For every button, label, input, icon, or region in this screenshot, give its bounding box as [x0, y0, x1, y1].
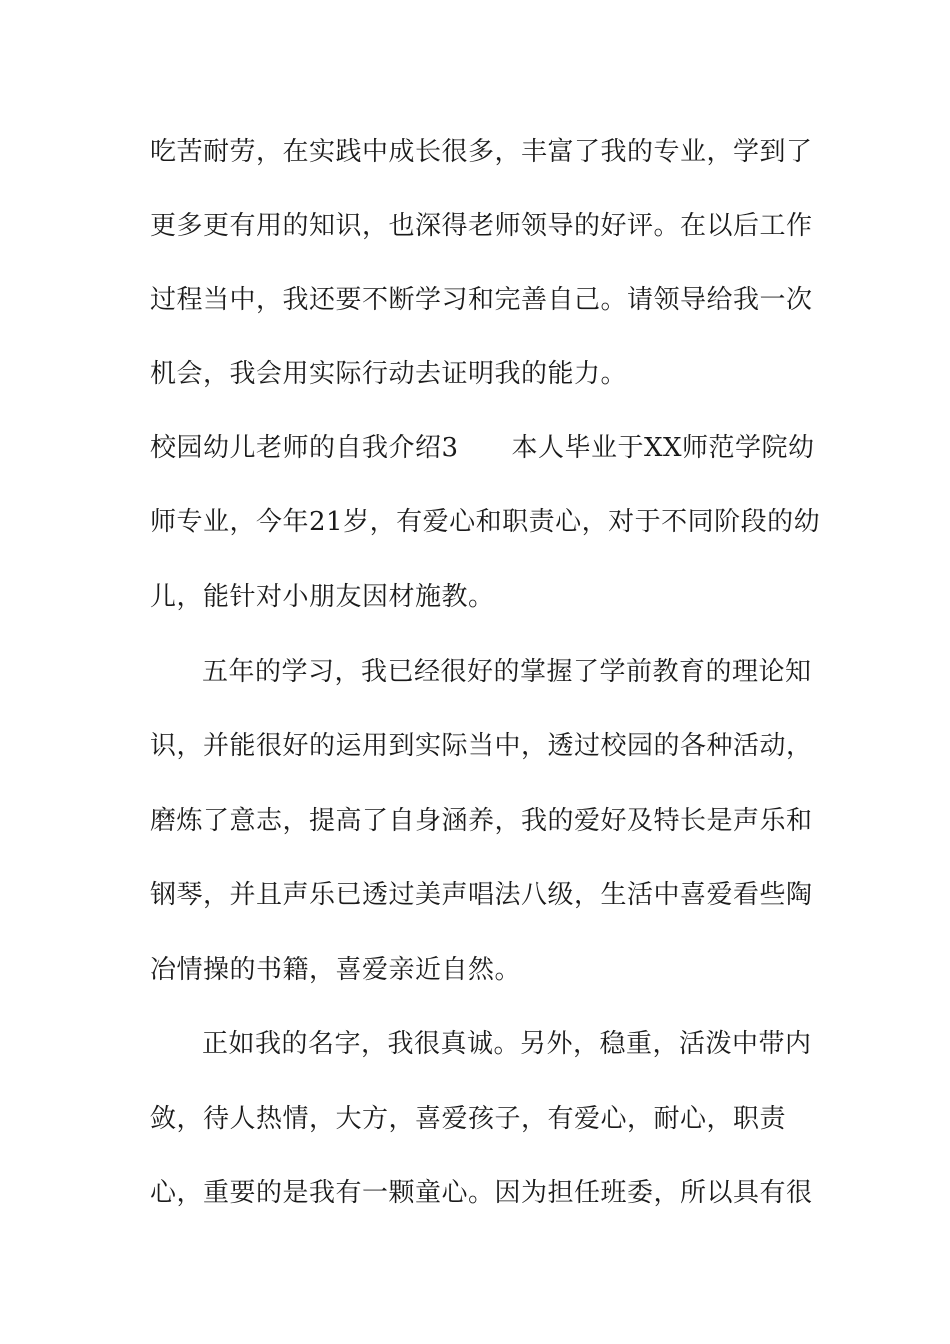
paragraph-line: 吃苦耐劳，在实践中成长很多，丰富了我的专业，学到了: [150, 137, 813, 167]
paragraph-first-line: 五年的学习，我已经很好的掌握了学前教育的理论知: [202, 657, 812, 687]
paragraph-line: 师专业，今年21岁，有爱心和职责心，对于不同阶段的幼: [150, 507, 821, 537]
paragraph-line: 磨炼了意志，提高了自身涵养，我的爱好及特长是声乐和: [150, 806, 813, 836]
paragraph-line: 敛，待人热情，大方，喜爱孩子，有爱心，耐心，职责: [150, 1104, 787, 1134]
paragraph-line: 冶情操的书籍，喜爱亲近自然。: [150, 955, 522, 985]
paragraph-line: 钢琴，并且声乐已透过美声唱法八级，生活中喜爱看些陶: [150, 880, 813, 910]
paragraph-line: 心，重要的是我有一颗童心。因为担任班委，所以具有很: [150, 1178, 813, 1208]
paragraph-line: 儿，能针对小朋友因材施教。: [150, 582, 495, 612]
section-heading-line: 校园幼儿老师的自我介绍3 本人毕业于XX师范学院幼: [150, 433, 815, 463]
paragraph-line: 机会，我会用实际行动去证明我的能力。: [150, 359, 628, 389]
paragraph-line: 识，并能很好的运用到实际当中，透过校园的各种活动，: [150, 731, 813, 761]
paragraph-line: 更多更有用的知识，也深得老师领导的好评。在以后工作: [150, 211, 813, 241]
paragraph-first-line: 正如我的名字，我很真诚。另外，稳重，活泼中带内: [202, 1029, 812, 1059]
paragraph-line: 过程当中，我还要不断学习和完善自己。请领导给我一次: [150, 285, 813, 315]
